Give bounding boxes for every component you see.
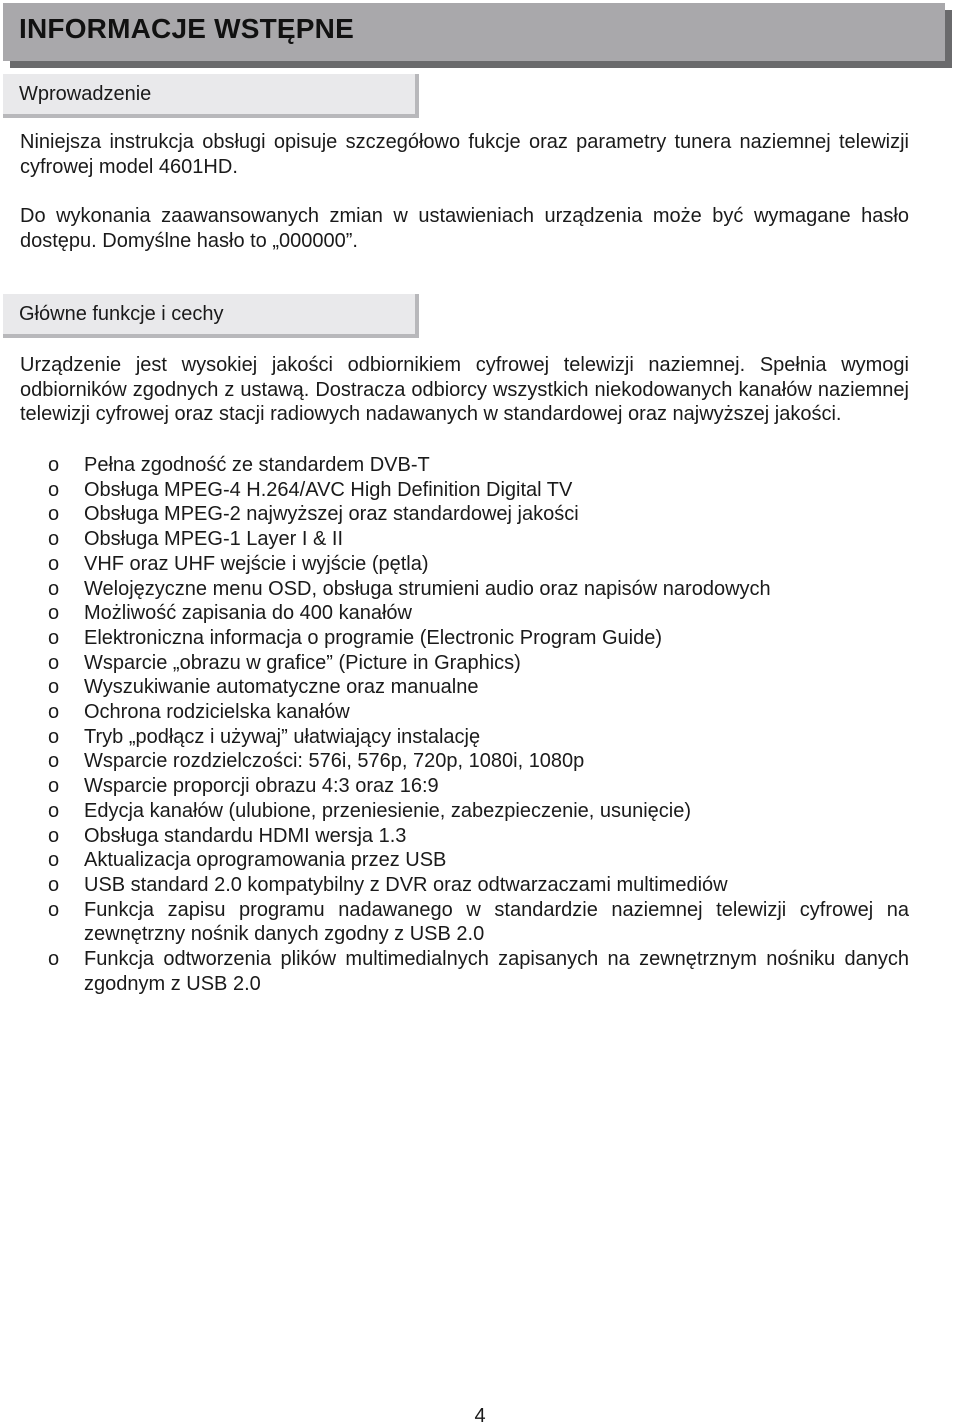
features-description: Urządzenie jest wysokiej jakości odbiornikiem cyfrowej telewizji naziemnej. Spełnia wymogi odbiorników zgodnych z ustawą. Dostracza odbiorcy wszystkich niekodowanych kanałów naziemnej telewizji cyfrowej oraz stacji radiowych nadawanych w standardowej oraz najwyższej jakości. [20,354,909,426]
list-item-text: Wyszukiwanie automatyczne oraz manualne [84,676,479,699]
bullet-icon: o [48,849,60,872]
list-item-text: Aktualizacja oprogramowania przez USB [84,849,447,872]
section-heading-intro [3,74,419,118]
list-item [20,453,909,478]
bullet-icon: o [48,701,60,724]
intro-paragraph: Niniejsza instrukcja obsługi opisuje szczegółowo fukcje oraz parametry tunera naziemnej telewizji cyfrowej model 4601HD. [20,131,909,178]
list-item [20,675,909,700]
bullet-icon: o [48,577,60,600]
list-item-text: Edycja kanałów (ulubione, przeniesienie, zabezpieczenie, usunięcie) [84,799,692,822]
bullet-icon: o [48,626,60,649]
list-item-text: Wsparcie rozdzielczości: 576i, 576p, 720p, 1080i, 1080p [84,750,585,773]
bullet-icon: o [48,528,60,551]
section-heading-features [3,294,419,338]
list-item-text: Obsługa MPEG-4 H.264/AVC High Definition Digital TV [84,478,573,501]
list-item-text: Ochrona rodzicielska kanałów [84,701,350,724]
list-item [20,774,909,799]
list-item [20,527,909,552]
section-heading-label: Wprowadzenie [19,83,152,105]
list-item-text: Wsparcie „obrazu w grafice” (Picture in Graphics) [84,651,521,674]
intro-paragraph: Do wykonania zaawansowanych zmian w ustawieniach urządzenia może być wymagane hasło dostępu. Domyślne hasło to „000000”. [20,205,909,252]
feature-list [20,453,909,996]
bullet-icon: o [48,478,60,501]
list-item [20,651,909,676]
list-item [20,947,909,996]
list-item-text: VHF oraz UHF wejście i wyjście (pętla) [84,552,429,575]
list-item [20,848,909,873]
list-item [20,824,909,849]
list-item [20,725,909,750]
list-item [20,502,909,527]
list-item [20,626,909,651]
bullet-icon: o [48,725,60,748]
bullet-icon: o [48,602,60,625]
bullet-icon: o [48,775,60,798]
list-item-text: USB standard 2.0 kompatybilny z DVR oraz odtwarzaczami multimediów [84,873,728,896]
bullet-icon: o [48,948,60,971]
bullet-icon: o [48,750,60,773]
list-item [20,601,909,626]
list-item [20,577,909,602]
bullet-icon: o [48,676,60,699]
list-item [20,552,909,577]
list-item [20,898,909,947]
bullet-icon: o [48,824,60,847]
bullet-icon: o [48,799,60,822]
bullet-icon: o [48,651,60,674]
list-item-text: Wsparcie proporcji obrazu 4:3 oraz 16:9 [84,775,439,798]
list-item [20,700,909,725]
list-item-text: Tryb „podłącz i używaj” ułatwiający instalację [84,725,481,748]
list-item-text: Obsługa MPEG-1 Layer I & II [84,528,343,551]
list-item-text: Funkcja odtworzenia plików multimedialnych zapisanych na zewnętrznym nośniku danych zgodnym z USB 2.0 [84,948,909,995]
list-item [20,799,909,824]
list-item [20,873,909,898]
list-item-text: Elektroniczna informacja o programie (Electronic Program Guide) [84,626,663,649]
page-number: 4 [474,1405,486,1427]
bullet-icon: o [48,552,60,575]
list-item [20,749,909,774]
list-item-text: Obsługa standardu HDMI wersja 1.3 [84,824,407,847]
page-title-bar [3,3,945,61]
page-title: INFORMACJE WSTĘPNE [19,13,354,44]
bullet-icon: o [48,873,60,896]
list-item-text: Welojęzyczne menu OSD, obsługa strumieni audio oraz napisów narodowych [84,577,771,600]
bullet-icon: o [48,454,60,476]
list-item-text: Funkcja zapisu programu nadawanego w standardzie naziemnej telewizji cyfrowej na zewnętrzny nośnik danych zgodny z USB 2.0 [84,898,909,946]
list-item-text: Obsługa MPEG-2 najwyższej oraz standardowej jakości [84,503,579,526]
list-item-text: Możliwość zapisania do 400 kanałów [84,602,412,625]
bullet-icon: o [48,898,60,921]
bullet-icon: o [48,503,60,526]
list-item [20,478,909,503]
list-item-text: Pełna zgodność ze standardem DVB-T [84,454,430,476]
section-heading-label: Główne funkcje i cechy [19,303,224,325]
